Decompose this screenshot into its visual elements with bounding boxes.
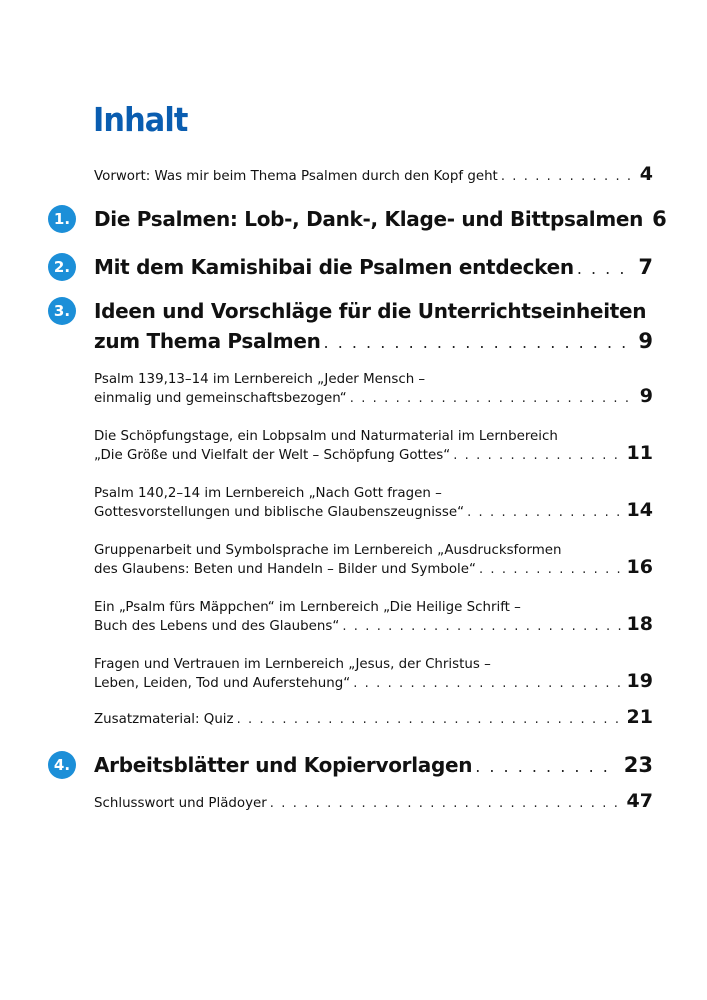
page-number: 9	[638, 329, 653, 353]
toc-entry-title: Gruppenarbeit und Symbolsprache im Lernbereich „Ausdrucksformen	[94, 543, 562, 558]
page-number: 16	[626, 556, 653, 578]
page-number: 19	[626, 670, 653, 692]
toc-entry-chapter-2[interactable]	[94, 252, 653, 284]
page-number: 23	[623, 753, 653, 777]
chapter-number-badge: 4.	[48, 751, 76, 779]
toc-entry-title: Die Schöpfungstage, ein Lobpsalm und Naturmaterial im Lernbereich	[94, 429, 558, 444]
toc-entry-title: Schlusswort und Plädoyer	[94, 796, 267, 811]
toc-entry-title: Die Psalmen: Lob-, Dank-, Klage- und Bittpsalmen	[94, 207, 644, 231]
toc-entry-title: Leben, Leiden, Tod und Auferstehung“	[94, 676, 351, 691]
toc-entry-title: „Die Größe und Vielfalt der Welt – Schöpfung Gottes“	[94, 448, 451, 463]
dot-leader	[324, 328, 633, 358]
page-number: 18	[626, 613, 653, 635]
toc-entry-title: Psalm 140,2–14 im Lernbereich „Nach Gott fragen –	[94, 486, 442, 501]
toc-entry-chapter-4[interactable]	[94, 750, 653, 782]
page-number: 6	[652, 207, 667, 231]
page-number: 11	[626, 442, 653, 464]
toc-entry-title: Psalm 139,13–14 im Lernbereich „Jeder Mensch –	[94, 372, 426, 387]
dot-leader	[237, 711, 621, 728]
dot-leader	[342, 618, 620, 635]
toc-entry-schoepfungstage[interactable]	[94, 428, 653, 464]
toc-entry-title: einmalig und gemeinschaftsbezogen“	[94, 391, 347, 406]
page-number: 47	[626, 790, 653, 812]
toc-entry-chapter-3[interactable]	[94, 296, 653, 358]
toc-entry-chapter-1[interactable]	[94, 204, 667, 236]
page-number: 21	[626, 706, 653, 728]
page-number: 14	[626, 499, 653, 521]
toc-entry-fragen-vertrauen[interactable]	[94, 656, 653, 692]
toc-entry-title: Zusatzmaterial: Quiz	[94, 712, 234, 727]
toc-entry-title: Mit dem Kamishibai die Psalmen entdecken	[94, 255, 574, 279]
dot-leader	[475, 752, 618, 782]
page-title: Inhalt	[93, 100, 188, 139]
toc-entry-vorwort[interactable]	[94, 163, 653, 185]
chapter-number-badge: 2.	[48, 253, 76, 281]
page-number: 9	[639, 385, 653, 407]
toc-entry-title: des Glaubens: Beten und Handeln – Bilder und Symbole“	[94, 562, 476, 577]
dot-leader	[479, 561, 621, 578]
dot-leader	[501, 168, 634, 185]
toc-entry-psalm-139[interactable]	[94, 371, 653, 407]
toc-entry-title: Vorwort: Was mir beim Thema Psalmen durch den Kopf geht	[94, 169, 498, 184]
chapter-number-badge: 1.	[48, 205, 76, 233]
toc-entry-psalm-140[interactable]	[94, 485, 653, 521]
chapter-number-badge: 3.	[48, 297, 76, 325]
toc-entry-title: Arbeitsblätter und Kopiervorlagen	[94, 753, 473, 777]
toc-entry-schlusswort[interactable]	[94, 790, 653, 812]
page-number: 7	[638, 255, 653, 279]
dot-leader	[350, 390, 634, 407]
toc-entry-title: Ein „Psalm fürs Mäppchen“ im Lernbereich „Die Heilige Schrift –	[94, 600, 521, 615]
dot-leader	[453, 447, 620, 464]
dot-leader	[353, 675, 620, 692]
dot-leader	[577, 254, 633, 284]
toc-entry-title: Ideen und Vorschläge für die Unterrichtseinheiten	[94, 299, 647, 323]
toc-entry-gruppenarbeit[interactable]	[94, 542, 653, 578]
dot-leader	[467, 504, 620, 521]
toc-entry-title: zum Thema Psalmen	[94, 329, 321, 353]
page-number: 4	[639, 163, 653, 185]
dot-leader	[270, 795, 621, 812]
toc-entry-zusatzmaterial[interactable]	[94, 706, 653, 728]
toc-entry-title: Gottesvorstellungen und biblische Glaubenszeugnisse“	[94, 505, 465, 520]
toc-entry-title: Fragen und Vertrauen im Lernbereich „Jesus, der Christus –	[94, 657, 491, 672]
toc-entry-title: Buch des Lebens und des Glaubens“	[94, 619, 340, 634]
toc-entry-psalm-maeppchen[interactable]	[94, 599, 653, 635]
